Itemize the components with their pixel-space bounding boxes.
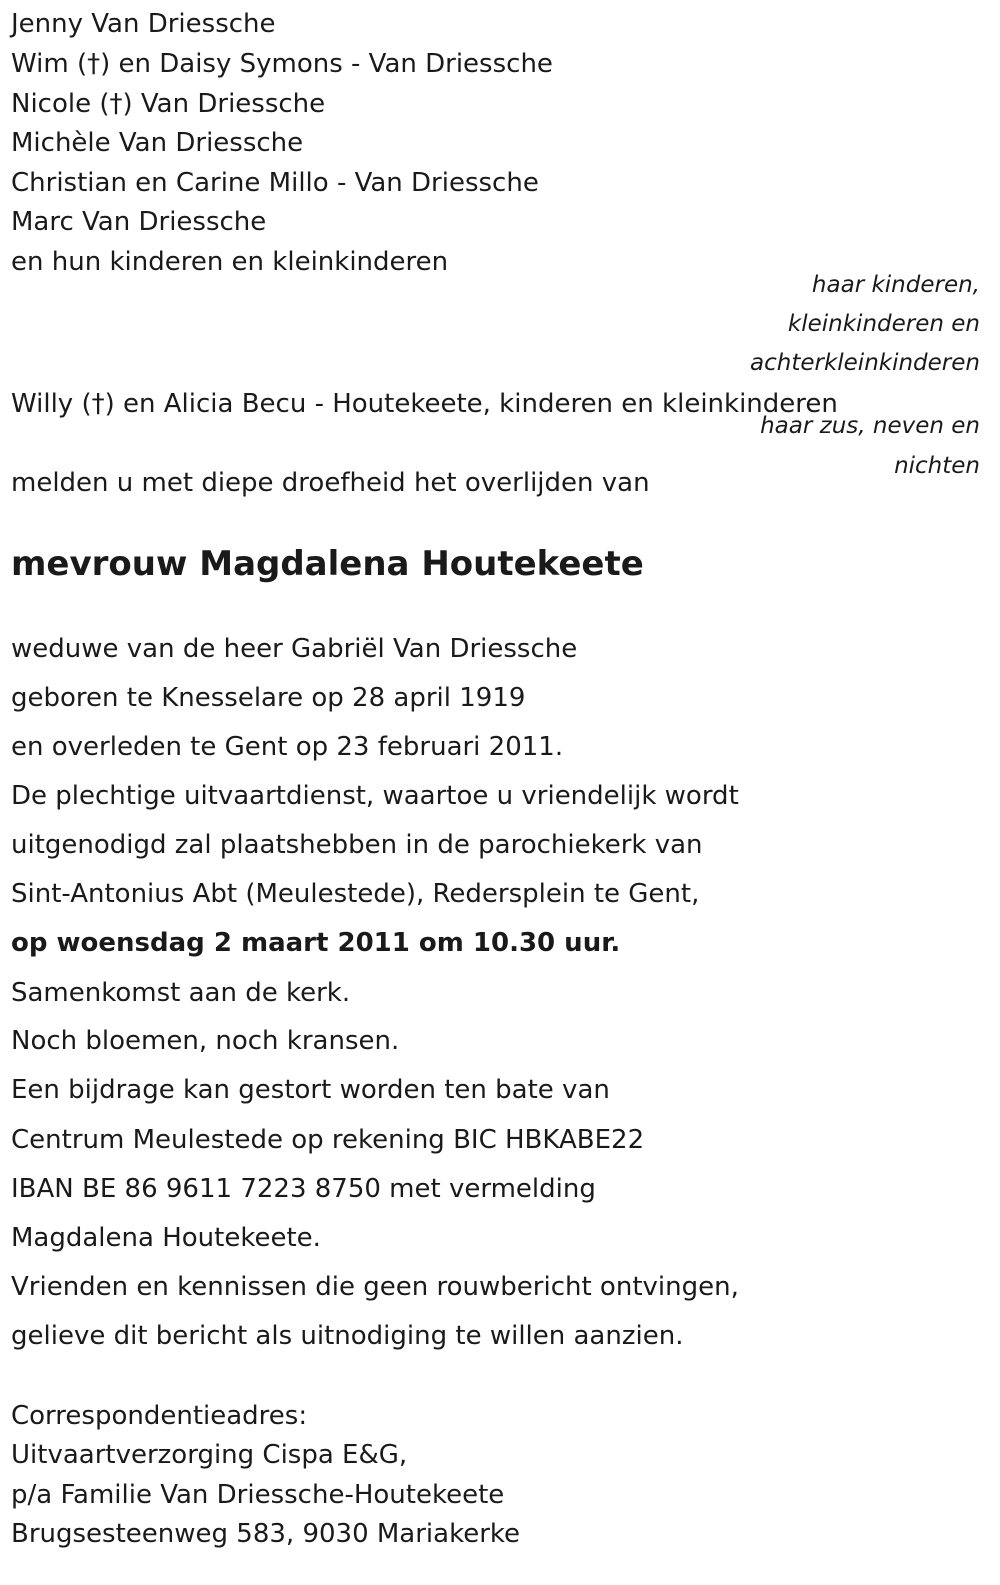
detail-line: Noch bloemen, noch kransen. (11, 1026, 400, 1056)
correspondence-line: p/a Familie Van Driessche-Houtekeete (11, 1480, 505, 1510)
correspondence-line: Brugsesteenweg 583, 9030 Mariakerke (11, 1519, 521, 1549)
relation-label: haar kinderen, (811, 272, 980, 298)
detail-line: Vrienden en kennissen die geen rouwbericht ontvingen, (11, 1272, 739, 1302)
announcement-text: melden u met diepe droefheid het overlijden van (11, 468, 650, 498)
family-member-line: en hun kinderen en kleinkinderen (11, 247, 449, 277)
family-member-line: Christian en Carine Millo - Van Driessche (11, 168, 539, 198)
detail-line: en overleden te Gent op 23 februari 2011. (11, 732, 564, 762)
family-member-line: Nicole (†) Van Driessche (11, 89, 326, 119)
relation-label: haar zus, neven en (760, 413, 980, 439)
family-member-line: Willy (†) en Alicia Becu - Houtekeete, kinderen en kleinkinderen (11, 389, 838, 419)
detail-line: geboren te Knesselare op 28 april 1919 (11, 683, 526, 713)
detail-line: weduwe van de heer Gabriël Van Driessche (11, 634, 578, 664)
detail-line: Een bijdrage kan gestort worden ten bate van (11, 1075, 610, 1105)
family-member-line: Jenny Van Driessche (11, 9, 276, 39)
detail-line: Magdalena Houtekeete. (11, 1223, 321, 1253)
relation-label: achterkleinkinderen (750, 350, 980, 376)
detail-line: Samenkomst aan de kerk. (11, 978, 351, 1008)
detail-line: De plechtige uitvaartdienst, waartoe u vriendelijk wordt (11, 781, 739, 811)
relation-label: kleinkinderen en (787, 311, 980, 337)
deceased-name: mevrouw Magdalena Houtekeete (11, 544, 644, 584)
family-member-line: Michèle Van Driessche (11, 128, 304, 158)
detail-line: gelieve dit bericht als uitnodiging te willen aanzien. (11, 1321, 684, 1351)
detail-line: IBAN BE 86 9611 7223 8750 met vermelding (11, 1174, 596, 1204)
family-member-line: Marc Van Driessche (11, 207, 267, 237)
correspondence-heading: Correspondentieadres: (11, 1401, 308, 1431)
family-member-line: Wim (†) en Daisy Symons - Van Driessche (11, 49, 553, 79)
relation-label: nichten (894, 453, 980, 479)
detail-line: uitgenodigd zal plaatshebben in de parochiekerk van (11, 830, 703, 860)
detail-line: Sint-Antonius Abt (Meulestede), Redersplein te Gent, (11, 879, 700, 909)
correspondence-line: Uitvaartverzorging Cispa E&G, (11, 1440, 408, 1470)
detail-line: Centrum Meulestede op rekening BIC HBKABE22 (11, 1125, 645, 1155)
service-date-line: op woensdag 2 maart 2011 om 10.30 uur. (11, 928, 621, 958)
